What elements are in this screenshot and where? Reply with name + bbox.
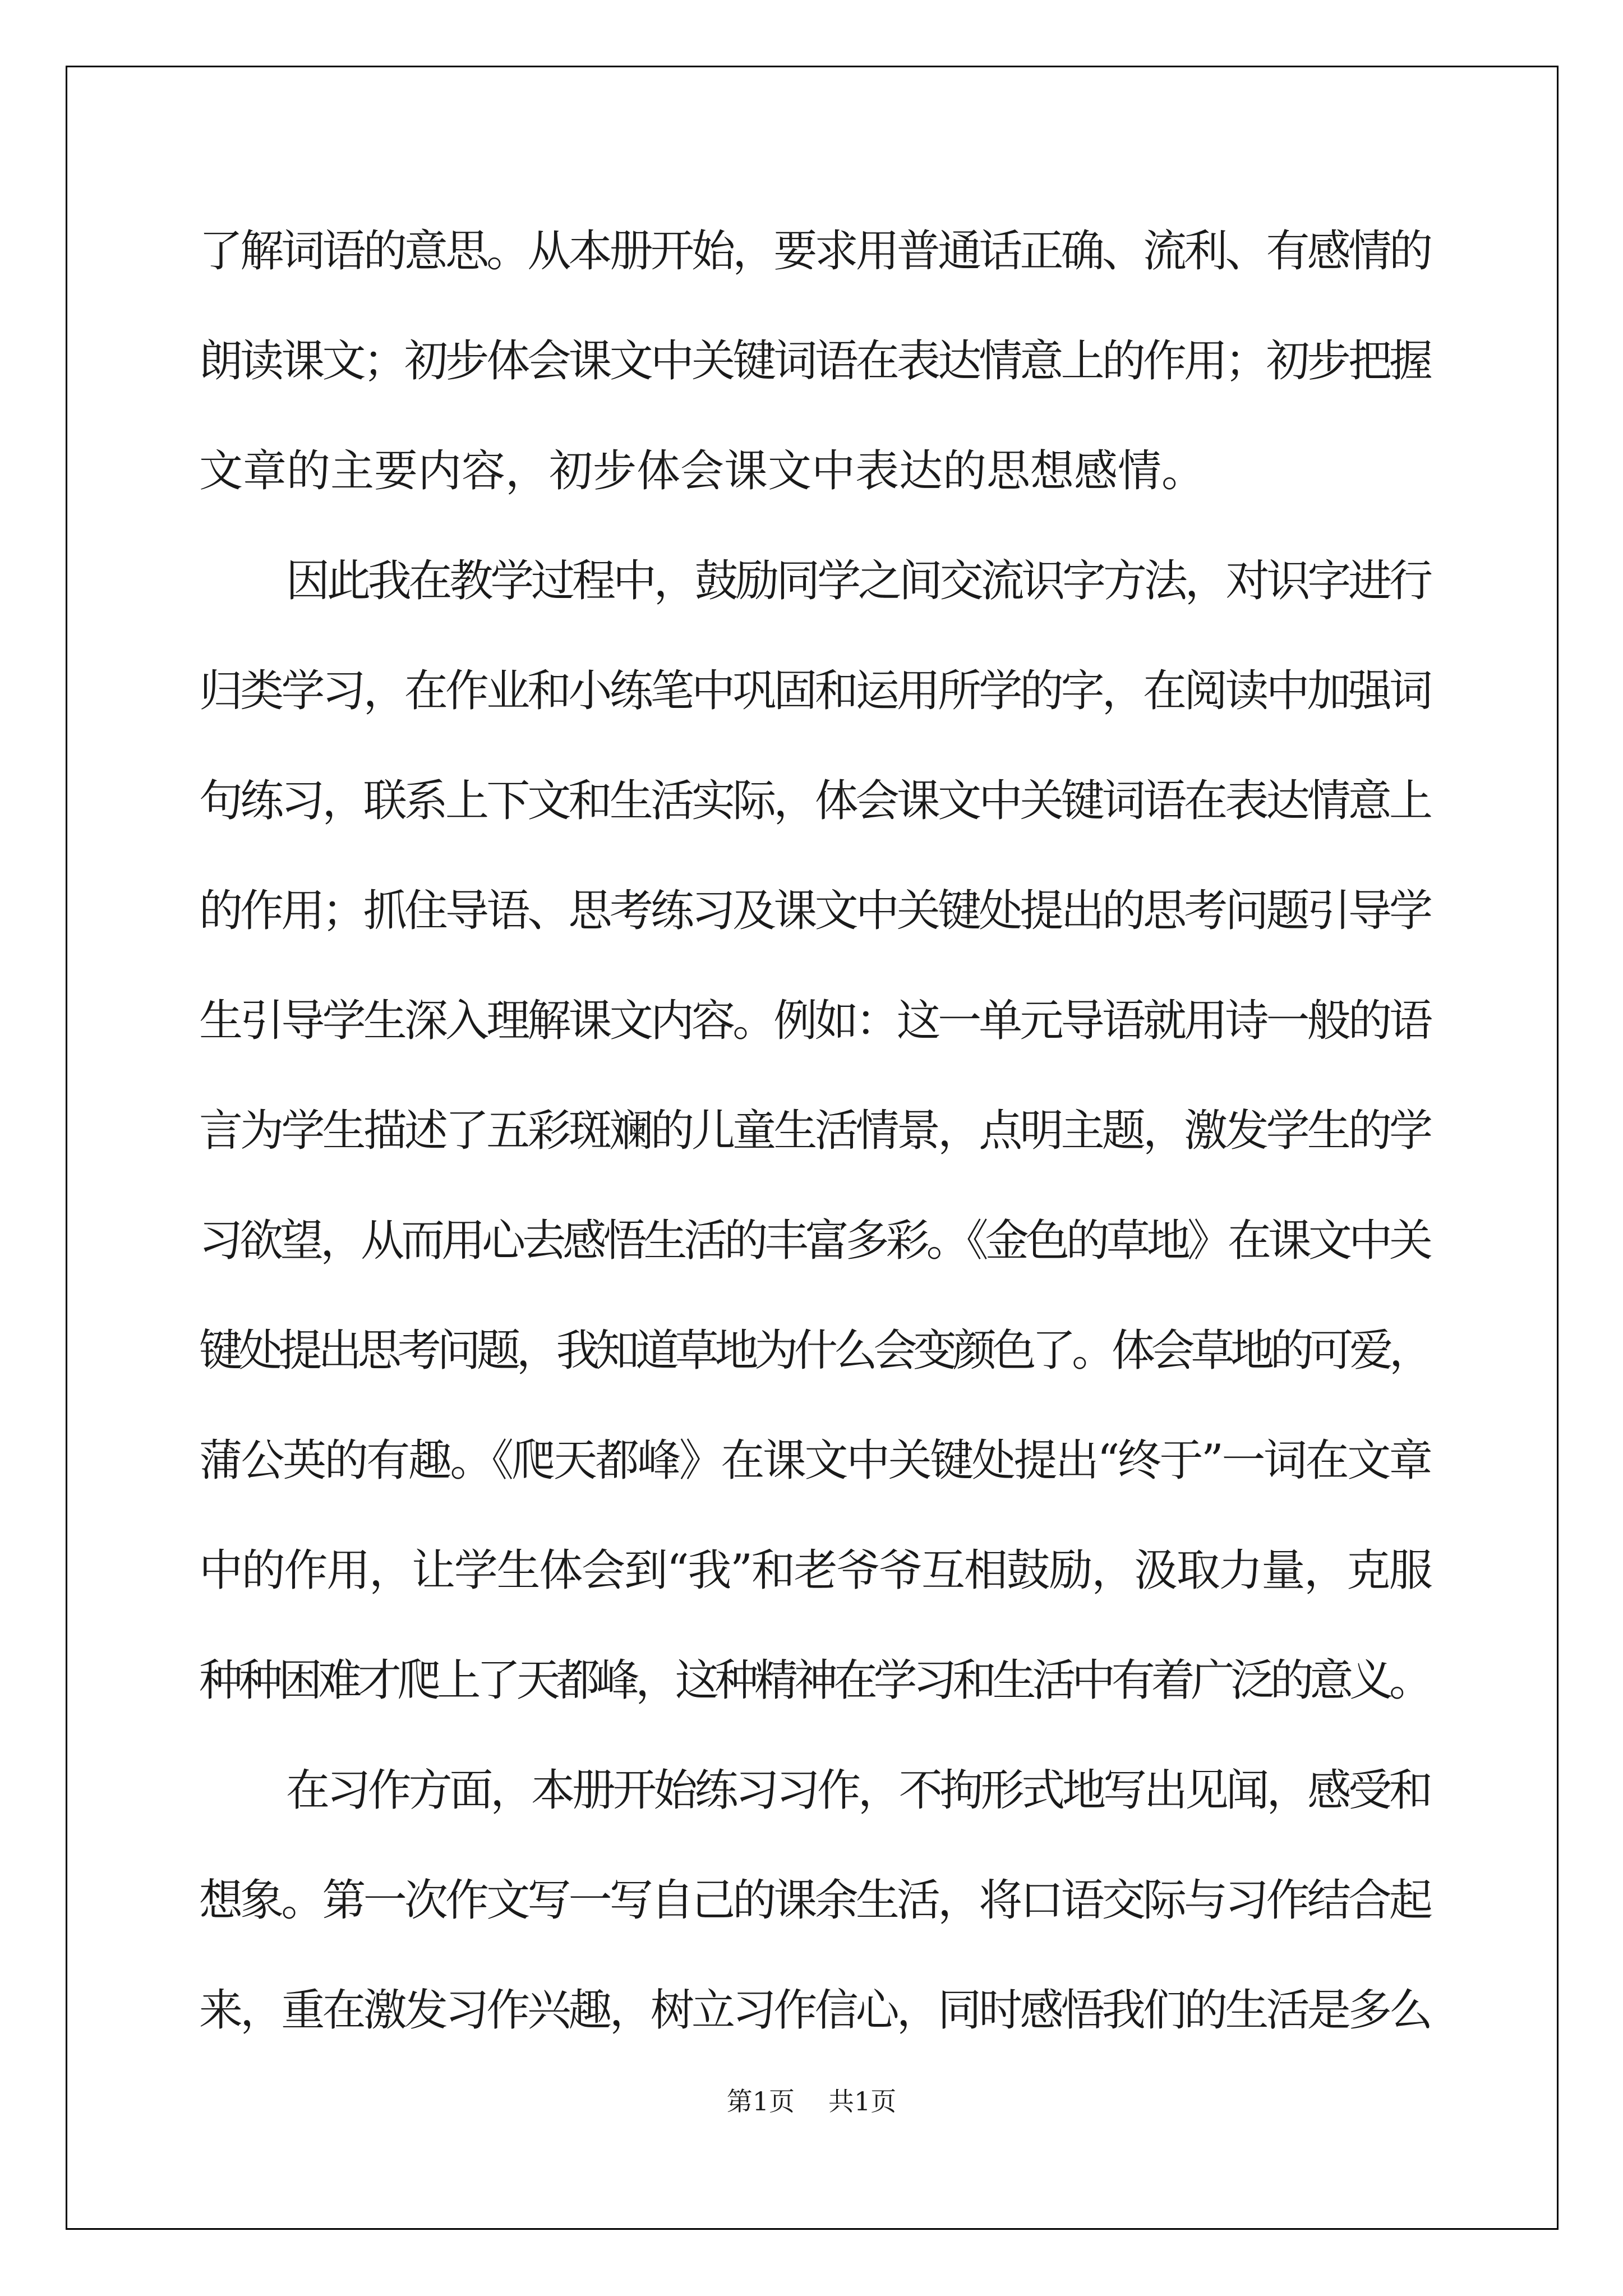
text-line-8: 生引导学生深入理解课文内容。例如：这一单元导语就用诗一般的语 (199, 996, 1431, 1046)
text-line-11: 键处提出思考问题，我知道草地为什么会变颜色了。体会草地的可爱， (199, 1326, 1429, 1376)
text-line-7: 的作用；抓住导语、思考练习及课文中关键处提出的思考问题引导学 (199, 886, 1431, 936)
text-line-14: 种种困难才爬上了天都峰，这种精神在学习和生活中有着广泛的意义。 (199, 1655, 1429, 1706)
text-line-3: 文章的主要内容，初步体会课文中表达的思想感情。 (199, 446, 1206, 496)
page-number: 第1页 (726, 2086, 795, 2116)
text-line-17: 来，重在激发习作兴趣，树立习作信心，同时感悟我们的生活是多么 (199, 1985, 1431, 2036)
text-line-9: 言为学生描述了五彩斑斓的儿童生活情景，点明主题，激发学生的学 (199, 1106, 1431, 1156)
page-total: 共1页 (828, 2086, 897, 2116)
text-line-12: 蒲公英的有趣。《爬天都峰》在课文中关键处提出“终于”一词在文章 (199, 1435, 1431, 1486)
text-line-10: 习欲望，从而用心去感悟生活的丰富多彩。《金色的草地》在课文中关 (199, 1216, 1430, 1266)
text-line-1: 了解词语的意思。从本册开始，要求用普通话正确、流利、有感情的 (199, 226, 1431, 277)
text-line-6: 句练习，联系上下文和生活实际，体会课文中关键词语在表达情意上 (199, 776, 1431, 826)
text-line-4-paragraph-start: 因此我在教学过程中，鼓励同学之间交流识字方法，对识字进行 (286, 556, 1430, 606)
text-line-15-paragraph-start: 在习作方面，本册开始练习习作，不拘形式地写出见闻，感受和 (286, 1765, 1430, 1816)
text-line-2: 朗读课文；初步体会课文中关键词语在表达情意上的作用；初步把握 (199, 336, 1431, 386)
text-line-13: 中的作用，让学生体会到“我”和老爷爷互相鼓励，汲取力量，克服 (199, 1545, 1432, 1596)
text-line-16: 想象。第一次作文写一写自己的课余生活，将口语交际与习作结合起 (199, 1875, 1431, 1926)
page-footer (0, 2079, 1623, 2124)
text-line-5: 归类学习，在作业和小练笔中巩固和运用所学的字，在阅读中加强词 (199, 666, 1431, 716)
